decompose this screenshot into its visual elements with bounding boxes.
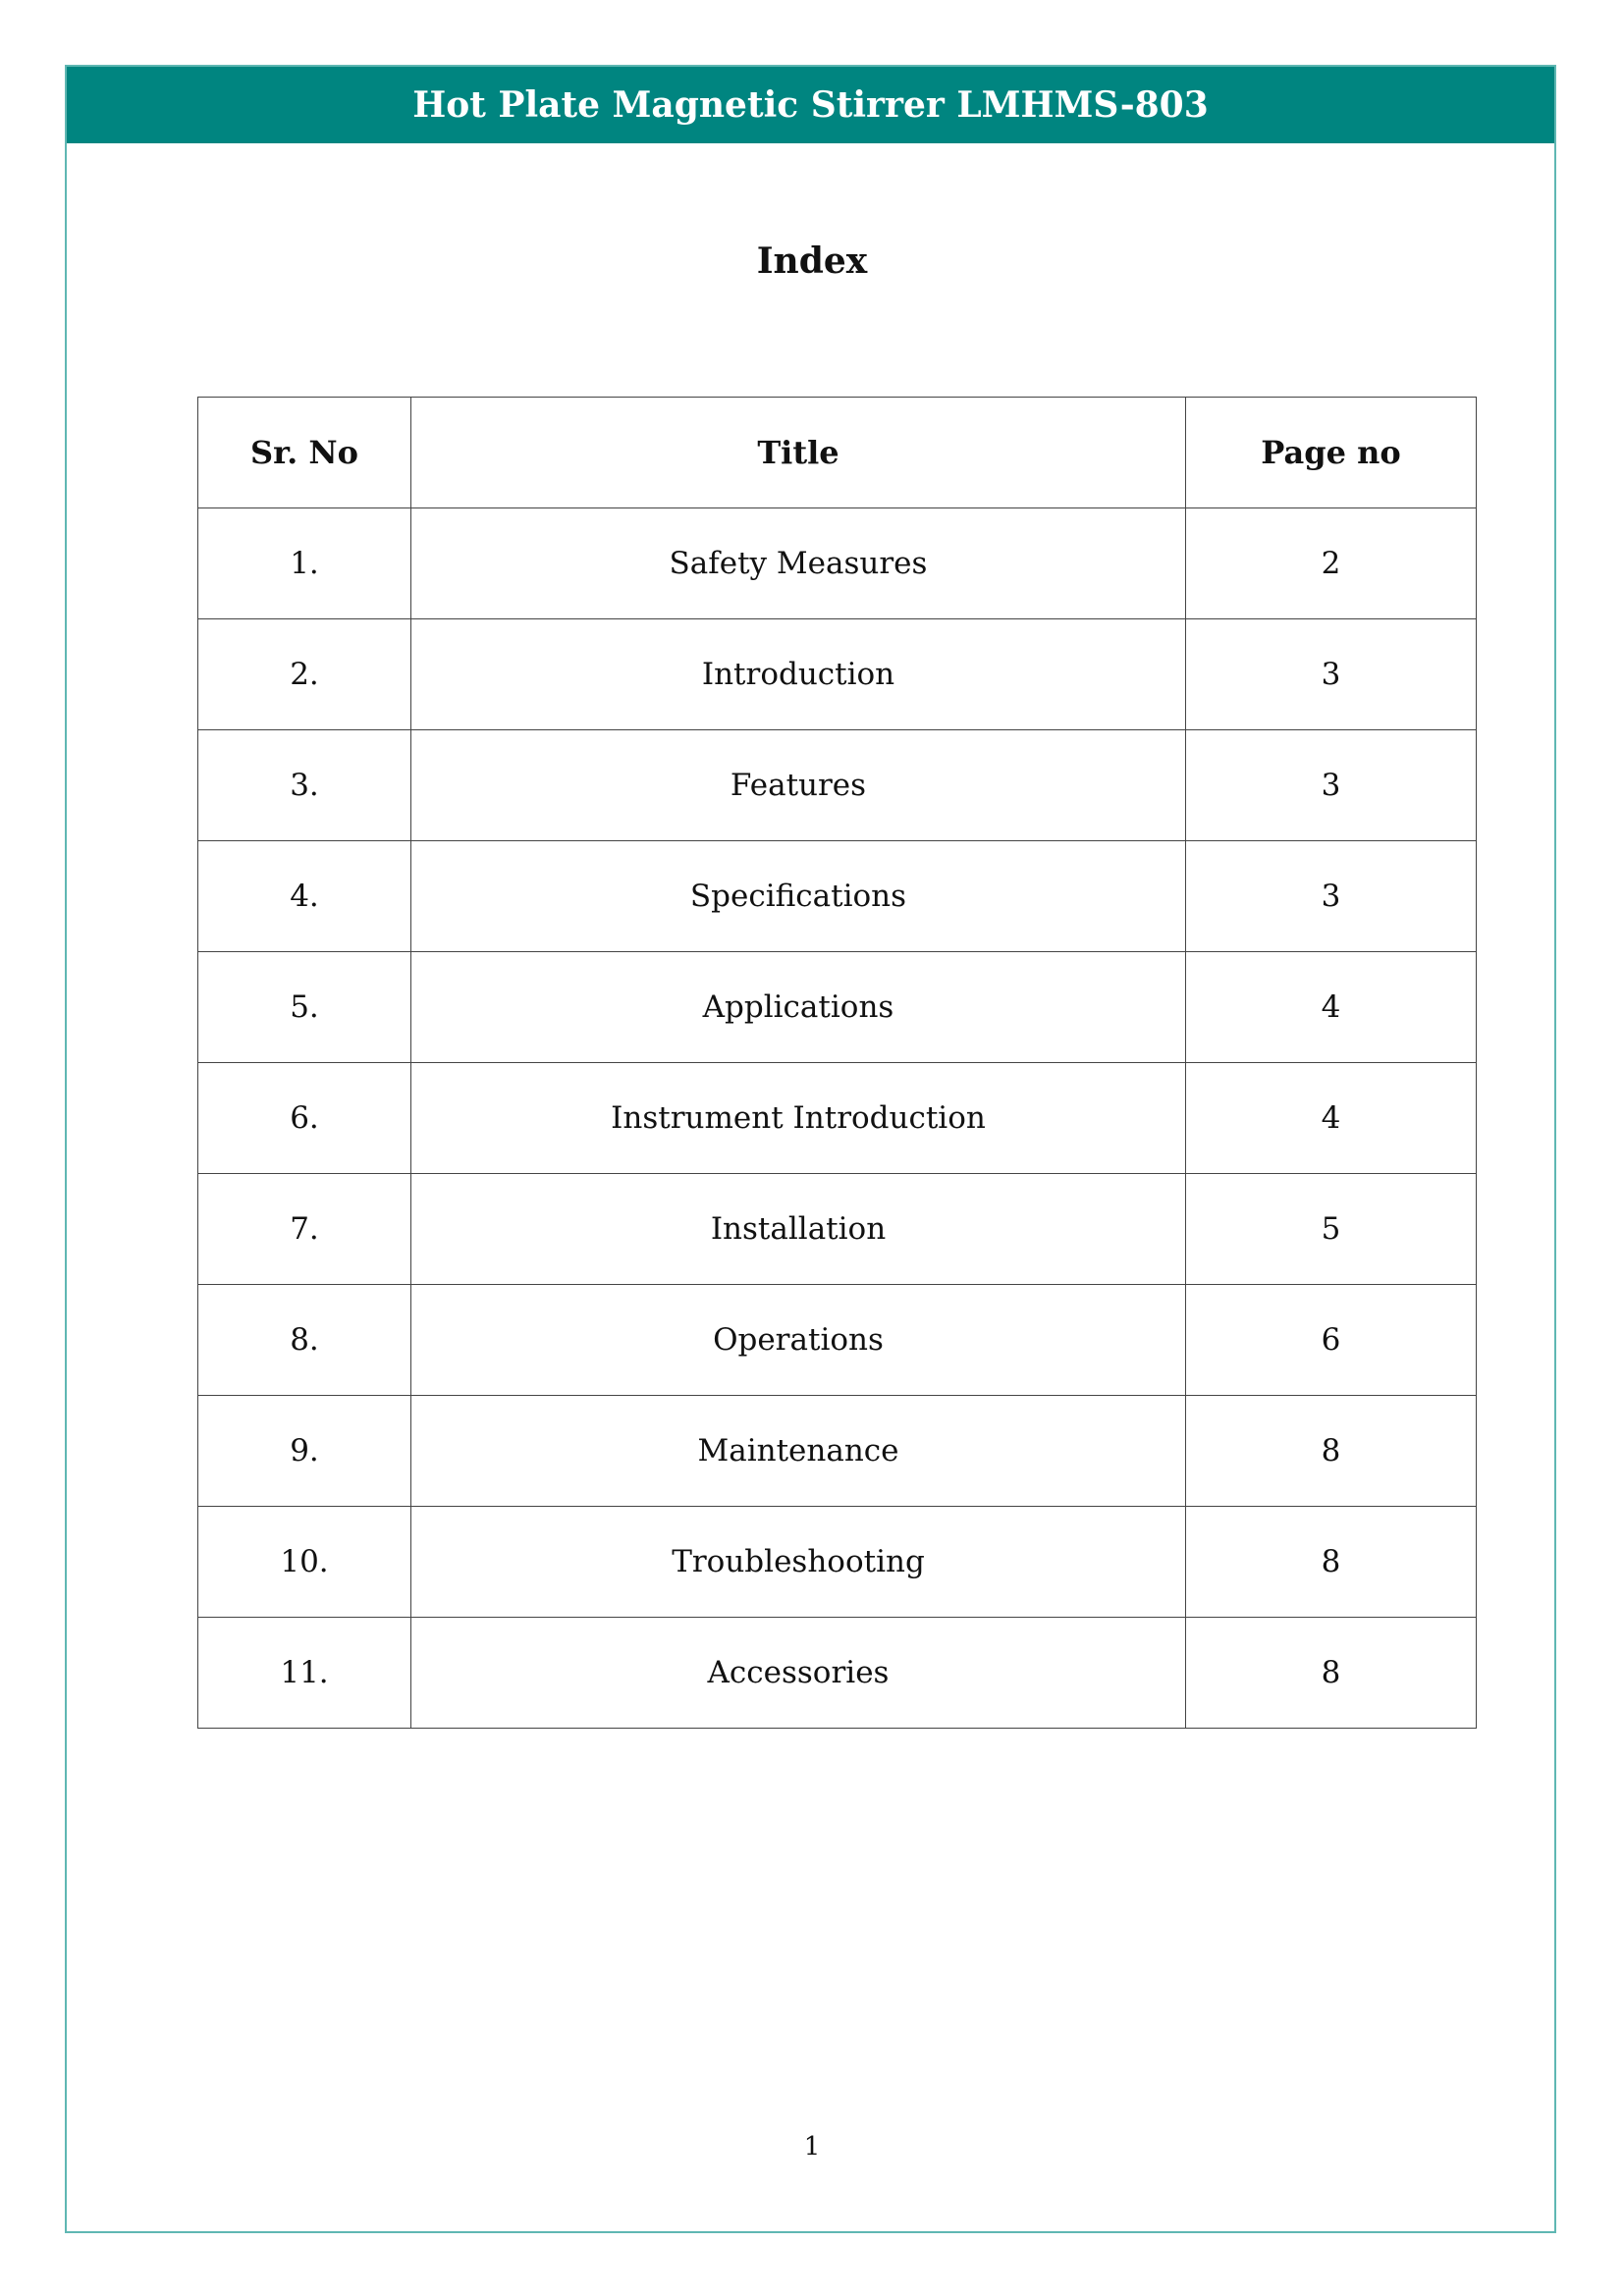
row-sr-no: 1. (198, 508, 411, 619)
row-sr-no: 11. (198, 1618, 411, 1729)
row-page: 4 (1186, 952, 1477, 1063)
table-row (198, 1285, 1477, 1396)
row-sr-no: 4. (198, 841, 411, 952)
row-page: 2 (1186, 508, 1477, 619)
row-page: 3 (1186, 730, 1477, 841)
row-page: 4 (1186, 1063, 1477, 1174)
row-title: Specifications (411, 841, 1186, 952)
column-header-sr-no: Sr. No (198, 398, 411, 508)
table-row (198, 1063, 1477, 1174)
row-title: Troubleshooting (411, 1507, 1186, 1618)
page-number: 1 (803, 2132, 821, 2162)
row-sr-no: 9. (198, 1396, 411, 1507)
row-title: Installation (411, 1174, 1186, 1285)
table-row (198, 508, 1477, 619)
row-sr-no: 10. (198, 1507, 411, 1618)
table-row (198, 1174, 1477, 1285)
row-title: Operations (411, 1285, 1186, 1396)
table-row (198, 619, 1477, 730)
row-page: 3 (1186, 841, 1477, 952)
row-page: 5 (1186, 1174, 1477, 1285)
table-header-row (198, 398, 1477, 508)
row-page: 8 (1186, 1396, 1477, 1507)
row-page: 6 (1186, 1285, 1477, 1396)
row-page: 3 (1186, 619, 1477, 730)
row-sr-no: 8. (198, 1285, 411, 1396)
table-row (198, 841, 1477, 952)
row-title: Accessories (411, 1618, 1186, 1729)
table-row (198, 1618, 1477, 1729)
row-sr-no: 6. (198, 1063, 411, 1174)
row-title: Introduction (411, 619, 1186, 730)
column-header-page-no: Page no (1186, 398, 1477, 508)
row-sr-no: 7. (198, 1174, 411, 1285)
table-row (198, 1396, 1477, 1507)
row-title: Applications (411, 952, 1186, 1063)
index-heading: Index (756, 240, 868, 282)
table-row (198, 1507, 1477, 1618)
document-title: Hot Plate Magnetic Stirrer LMHMS-803 (412, 84, 1209, 126)
row-sr-no: 5. (198, 952, 411, 1063)
index-table (197, 397, 1477, 1729)
row-title: Maintenance (411, 1396, 1186, 1507)
row-page: 8 (1186, 1507, 1477, 1618)
table-row (198, 730, 1477, 841)
row-title: Instrument Introduction (411, 1063, 1186, 1174)
column-header-title: Title (411, 398, 1186, 508)
row-title: Features (411, 730, 1186, 841)
row-sr-no: 3. (198, 730, 411, 841)
table-row (198, 952, 1477, 1063)
row-title: Safety Measures (411, 508, 1186, 619)
row-page: 8 (1186, 1618, 1477, 1729)
row-sr-no: 2. (198, 619, 411, 730)
header-bar (67, 67, 1554, 143)
